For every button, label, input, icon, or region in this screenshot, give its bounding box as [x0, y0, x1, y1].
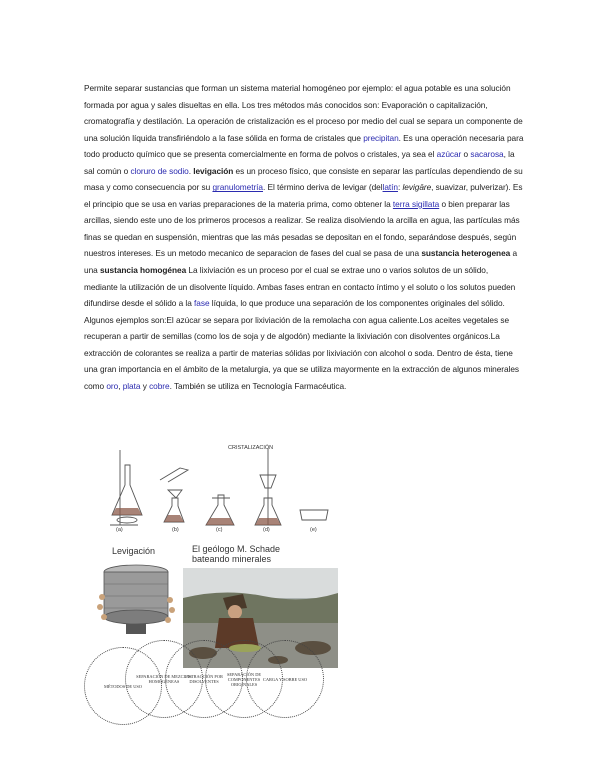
text-run: o bien preparar las arcillas, siendo este uno de los primeros procesos a realizar. Se realiza disolviendo la arcilla en agua, las partículas más finas se quedan en suspensión, mientras que las más pesadas se depositan en el fondo, separándose después, según nuestros intereses. Es un metodo mecanico de separacion de fases del cual se pasa de una: [84, 198, 520, 259]
main-paragraph: [84, 80, 524, 394]
circle-3: EXTRACCIÓN POR DISOLVENTES: [165, 640, 243, 718]
caption-b: (b): [172, 527, 179, 533]
link-plata[interactable]: plata: [122, 380, 141, 391]
bold-levigacion: levigación: [193, 165, 234, 176]
text-run: a una: [84, 248, 518, 276]
text-run: , suavizar, pulverizar). Es el principio que se usa en varias preparaciones de la materia prima, como obtener la: [84, 182, 523, 209]
link-latin[interactable]: latín: [382, 182, 398, 193]
text-run: . Es una operación necesaria para todo producto químico que se presenta comercialmente en forma de polvos o cristales, ya sea el: [84, 132, 524, 160]
italic-levigare: levigāre: [402, 182, 432, 193]
text-run: líquida, lo que produce una separación de los componentes originales del sólido. Algunos ejemplos son:El azúcar se separa por lixiviación de la remolacha con agua caliente.Los aceites vegetales se recuperan a partir de semillas (como los de soja y de algodón) mediante la lixiviación con disolventes orgánicos.La extracción de colorantes se realiza a partir de materias sólidas por lixiviación con alcohol o soda. Dentro de ésta, tiene una gran importancia en el ámbito de la metalurgia, ya que se utiliza mayormente en la extracción de algunos minerales como: [84, 298, 520, 391]
text-run: . El término deriva de levigar (del: [263, 182, 383, 193]
text-run: y: [140, 380, 150, 391]
levigacion-label: Levigación: [112, 546, 156, 556]
crystallization-title: CRISTALIZACIÓN: [228, 445, 274, 451]
caption-a: (a): [116, 527, 123, 533]
circle-1: MÉTODOS DE USO: [84, 647, 162, 725]
link-azucar[interactable]: azúcar: [436, 149, 462, 160]
text-run: es un proceso físico, que consiste en separar las partículas dependiendo de su masa y como consecuencia por su: [84, 165, 523, 193]
bold-sustancia-homogenea: sustancia homogénea: [99, 265, 187, 276]
caption-c: (c): [216, 527, 223, 533]
link-sacarosa[interactable]: sacarosa: [470, 149, 504, 160]
link-granulometria[interactable]: granulometría: [212, 182, 263, 193]
text-run: ,: [118, 380, 123, 391]
text-run: Permite separar sustancias que forman un sistema material homogéneo por ejemplo: el agua potable es una solución formada por agua y sales disueltas en ella. Los tres métodos más conocidos son: Evaporación o capitalización, cromatografía y destilación. La operación de cristalización es el proceso por medio del cual se separa un componente de una solución líquida transfiriéndolo a la fase sólida en forma de cristales que: [84, 83, 523, 143]
caption-e: (e): [310, 527, 317, 533]
text-run: :: [397, 182, 403, 193]
link-cloruro-de-sodio[interactable]: cloruro de sodio: [130, 165, 189, 176]
link-cobre[interactable]: cobre: [149, 380, 170, 391]
document-body: [84, 80, 524, 394]
link-oro[interactable]: oro: [106, 380, 119, 391]
caption-d: (d): [263, 527, 270, 533]
text-run: . También se utiliza en Tecnología Farmacéutica.: [169, 380, 347, 391]
circle-4: SEPARACIÓN DE COMPONENTES ORIGINALES: [205, 640, 283, 718]
levigacion-sieve-illustration: [96, 562, 176, 637]
geologist-label-line-2: bateando minerales: [192, 554, 272, 564]
text-run: .: [188, 165, 194, 176]
bold-sustancia-heterogenea: sustancia heterogenea: [421, 248, 511, 259]
text-run: La lixiviación es un proceso por el cual se extrae uno o varios solutos de un sólido, mediante la utilización de un disolvente líquido. Ambas fases entran en contacto íntimo y el soluto o los solutos pueden difundirse desde el sólido a la: [84, 265, 516, 309]
lab-apparatus-illustration: [100, 440, 340, 535]
link-fase[interactable]: fase: [194, 298, 210, 309]
circle-5: CARGA Y SOBRE USO: [246, 640, 324, 718]
geologist-label-line-1: El geólogo M. Schade: [192, 544, 281, 554]
text-run: o: [461, 149, 471, 160]
text-run: , la sal común o: [84, 149, 515, 176]
circle-2: SEPARACIÓN DE MEZCLAS HOMOGÉNEAS: [125, 640, 203, 718]
link-precipitan[interactable]: precipitan: [363, 132, 399, 143]
crystallization-figure: [100, 440, 340, 535]
link-terra-sigillata[interactable]: terra sigillata: [392, 198, 440, 209]
